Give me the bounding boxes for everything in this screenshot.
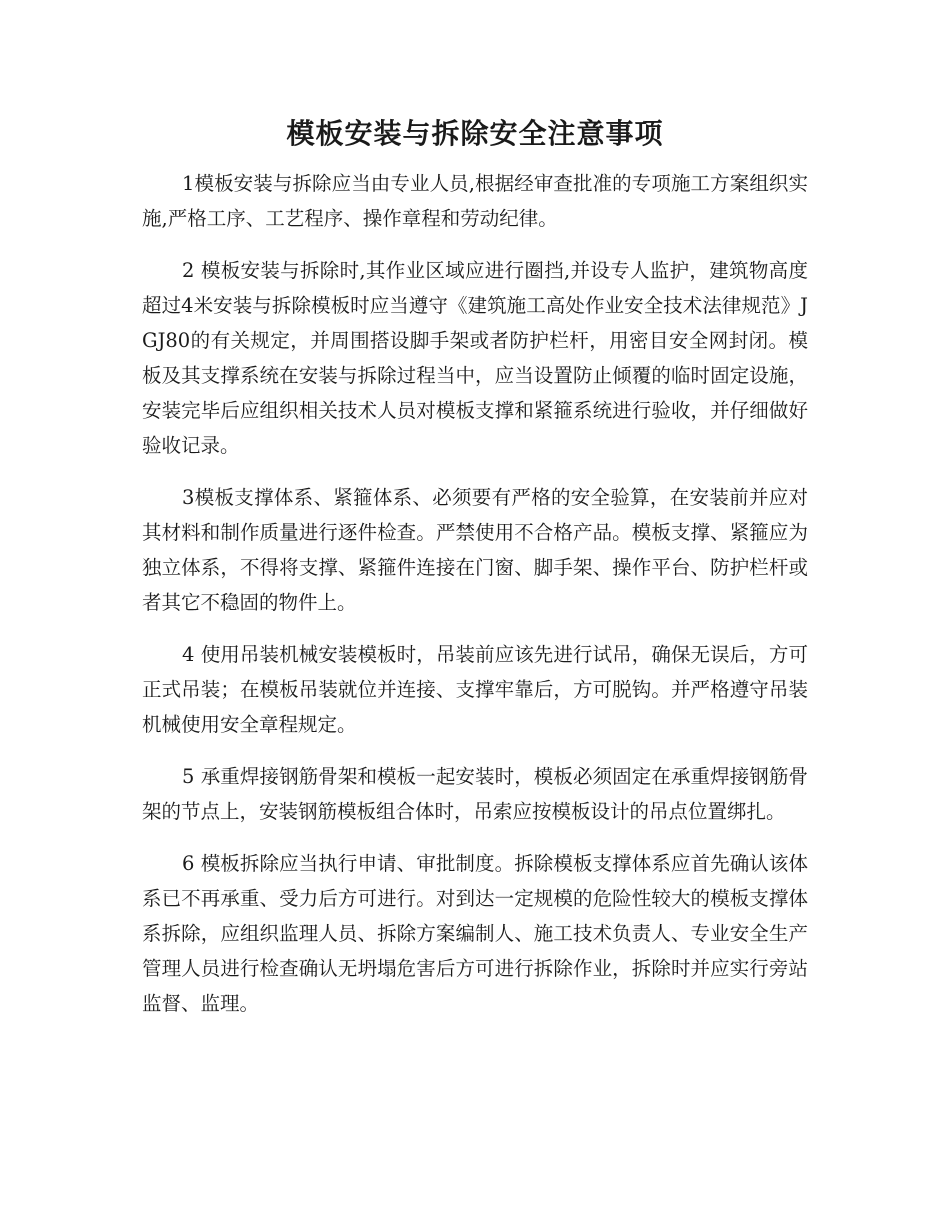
document-page [142,112,808,1038]
paragraph-5: 5 承重焊接钢筋骨架和模板一起安装时，模板必须固定在承重焊接钢筋骨架的节点上，安装钢筋模板组合体时，吊索应按模板设计的吊点位置绑扎。 [142,765,808,823]
paragraph-6: 6 模板拆除应当执行申请、审批制度。拆除模板支撑体系应首先确认该体系已不再承重、受力后方可进行。对到达一定规模的危险性较大的模板支撑体系拆除，应组织监理人员、拆除方案编制人、施工技术负责人、专业安全生产管理人员进行检查确认无坍塌危害后方可进行拆除作业，拆除时并应实行旁站监督、监理。 [142,852,808,1015]
paragraph-2: 2 模板安装与拆除时,其作业区域应进行圈挡,并设专人监护，建筑物高度超过4米安装与拆除模板时应当遵守《建筑施工高处作业安全技术法律规范》JGJ80的有关规定，并周围搭设脚手架或者防护栏杆，用密目安全网封闭。模板及其支撑系统在安装与拆除过程当中，应当设置防止倾覆的临时固定设施，安装完毕后应组织相关技术人员对模板支撑和紧箍系统进行验收，并仔细做好验收记录。 [142,259,808,457]
paragraph-4: 4 使用吊装机械安装模板时，吊装前应该先进行试吊，确保无误后，方可正式吊装；在模板吊装就位并连接、支撑牢靠后，方可脱钩。并严格遵守吊装机械使用安全章程规定。 [142,643,808,736]
paragraph-3: 3模板支撑体系、紧箍体系、必须要有严格的安全验算，在安装前并应对其材料和制作质量进行逐件检查。严禁使用不合格产品。模板支撑、紧箍应为独立体系，不得将支撑、紧箍件连接在门窗、脚手架、操作平台、防护栏杆或者其它不稳固的物件上。 [142,486,808,614]
document-title: 模板安装与拆除安全注意事项 [286,117,664,150]
paragraph-1: 1模板安装与拆除应当由专业人员,根据经审查批准的专项施工方案组织实施,严格工序、工艺程序、操作章程和劳动纪律。 [142,172,808,230]
